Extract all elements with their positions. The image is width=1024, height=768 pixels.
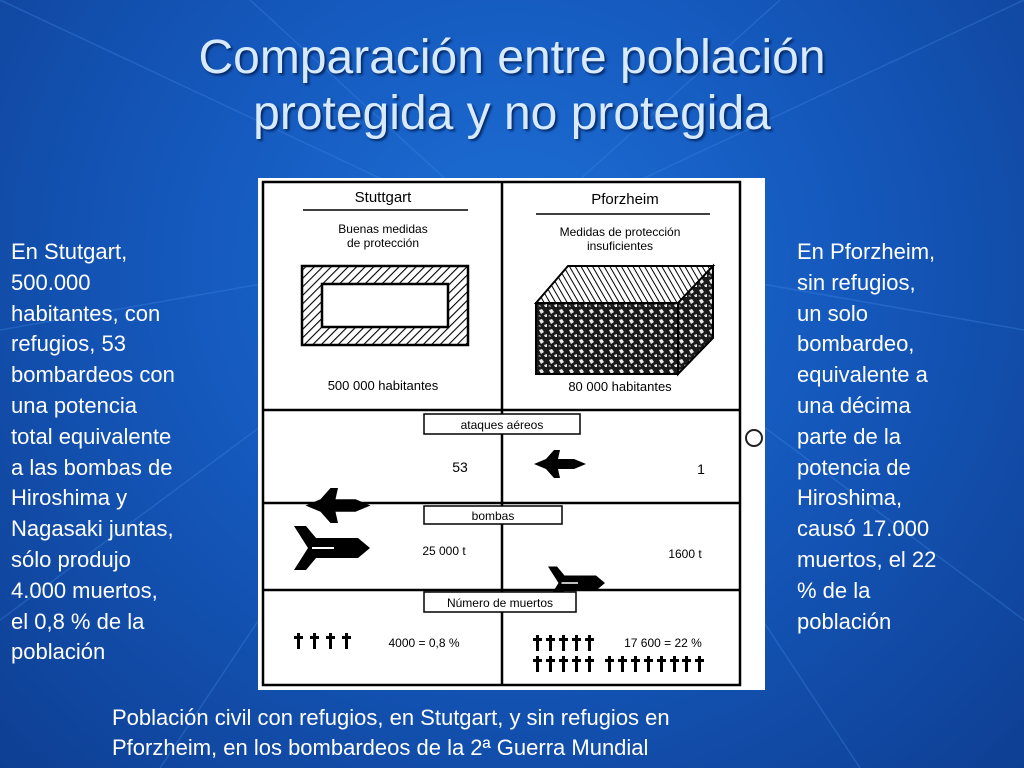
death-cross-icon (559, 635, 568, 651)
death-cross-icon (546, 635, 555, 651)
stuttgart-deaths: 4000 = 0,8 % (388, 636, 460, 650)
attacks-label: ataques aéreos (460, 418, 544, 432)
death-cross-icon (585, 656, 594, 672)
pforzheim-plane-icon (534, 450, 586, 478)
death-cross-icon (342, 633, 351, 649)
death-cross-icon (533, 635, 542, 651)
pforzheim-subtitle-line-2: insuficientes (586, 239, 654, 253)
slide-title-line-1: Comparación entre población (198, 31, 826, 84)
death-cross-icon (294, 633, 303, 649)
stuttgart-bomb-icon (294, 526, 370, 570)
pforzheim-city-label: Pforzheim (591, 191, 659, 208)
death-cross-icon (585, 635, 594, 651)
pforzheim-attacks: 1 (697, 461, 705, 477)
deaths-label: Número de muertos (446, 596, 554, 610)
death-cross-icon (326, 633, 335, 649)
stuttgart-population: 500 000 habitantes (327, 378, 439, 393)
death-cross-icon (572, 635, 581, 651)
stuttgart-description: En Stutgart, 500.000 habitantes, con refugios, 53 bombardeos con una potencia total equivalente a las bombas de Hiroshima y Nagasaki juntas, sólo produjo 4.000 muertos, el 0,8 % de la población (11, 239, 175, 665)
death-cross-icon (657, 656, 666, 672)
destroyed-city-icon (536, 266, 713, 374)
death-cross-icon (572, 656, 581, 672)
death-cross-icon (695, 656, 704, 672)
stuttgart-city-label: Stuttgart (354, 189, 412, 206)
death-cross-icon (631, 656, 640, 672)
panel-ring-icon (742, 426, 766, 450)
protected-shelter-icon (302, 266, 468, 345)
stuttgart-bombs: 25 000 t (422, 544, 466, 558)
caption-line-1: Población civil con refugios, en Stutgart, y sin refugios en (112, 705, 670, 730)
pforzheim-bombs: 1600 t (668, 547, 702, 561)
death-cross-icon (644, 656, 653, 672)
slide-caption (112, 703, 912, 763)
stuttgart-subtitle-line-2: de protección (346, 236, 420, 250)
slide-title-line-2: protegida y no protegida (253, 87, 771, 140)
bombs-label: bombas (471, 509, 515, 523)
caption-line-2: Pforzheim, en los bombardeos de la 2ª Guerra Mundial (112, 735, 649, 760)
death-cross-icon (559, 656, 568, 672)
pforzheim-description: En Pforzheim, sin refugios, un solo bombardeo, equivalente a una décima parte de la potencia de Hiroshima, causó 17.000 muertos, el 22 % de la población (797, 239, 937, 634)
stuttgart-death-crosses (294, 633, 351, 649)
death-cross-icon (533, 656, 542, 672)
death-cross-icon (605, 656, 614, 672)
slide-title (0, 30, 1024, 142)
pforzheim-population: 80 000 habitantes (568, 379, 672, 394)
pforzheim-subtitle-line-1: Medidas de protección (559, 225, 681, 239)
death-cross-icon (670, 656, 679, 672)
stuttgart-plane-icon (306, 488, 371, 523)
stuttgart-subtitle-line-1: Buenas medidas (338, 222, 428, 236)
stuttgart-attacks: 53 (452, 459, 468, 475)
death-cross-icon (546, 656, 555, 672)
death-cross-icon (682, 656, 691, 672)
pforzheim-deaths: 17 600 = 22 % (624, 636, 702, 650)
comparison-infographic (258, 178, 765, 690)
death-cross-icon (310, 633, 319, 649)
death-cross-icon (618, 656, 627, 672)
